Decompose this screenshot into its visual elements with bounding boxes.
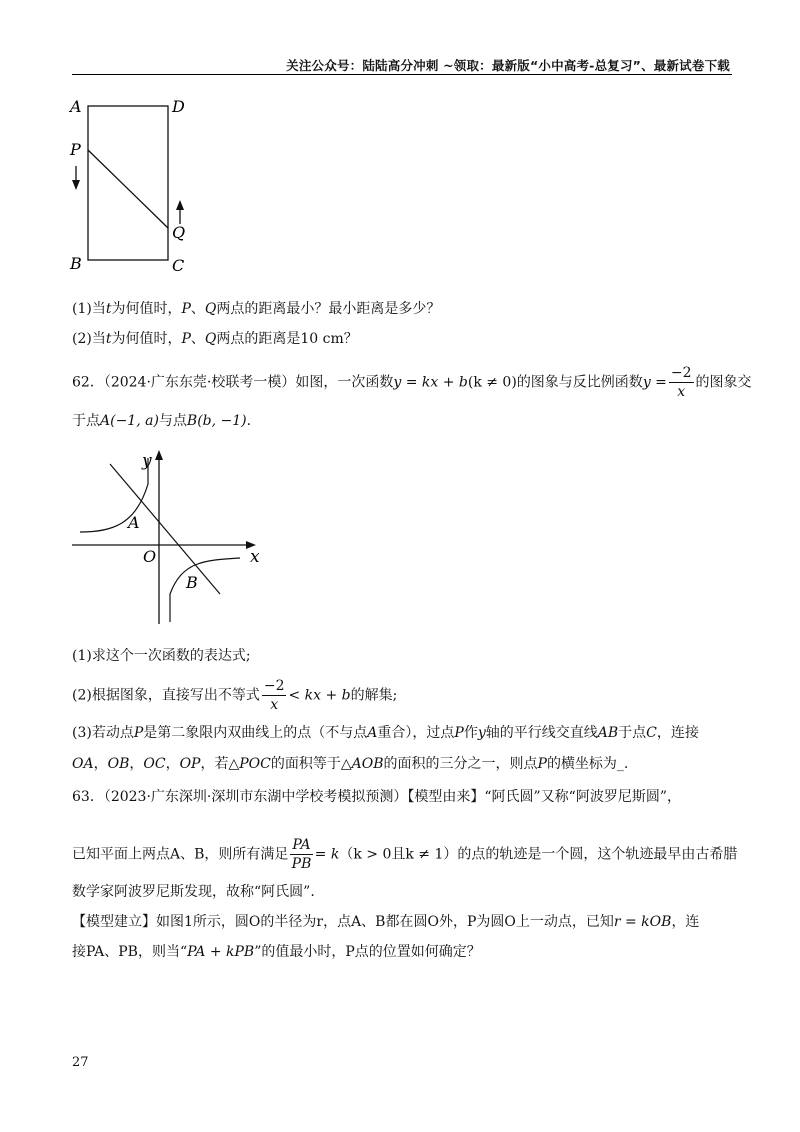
page-number: 27	[72, 1055, 89, 1070]
label-a: A	[128, 513, 140, 532]
label-b: B	[70, 254, 82, 273]
label-c: C	[172, 256, 185, 275]
rectangle-abcd	[88, 106, 168, 260]
label-a: A	[70, 97, 82, 116]
label-d: D	[172, 97, 185, 116]
arrow-up-head	[176, 200, 184, 210]
label-y: y	[142, 451, 152, 471]
q62-sub3-line2: OA，OB，OC，OP，若△POC的面积等于△AOB的面积的三分之一，则点P的横坐标为_.	[72, 756, 629, 772]
rectangle-figure	[60, 92, 200, 277]
y-axis-arrow-icon	[155, 450, 163, 460]
q62-sub3-line1: (3)若动点P是第二象限内双曲线上的点（不与点A重合），过点P作y轴的平行线交直线AB于点C，连接	[72, 725, 699, 741]
label-x: x	[250, 547, 260, 567]
fraction: $\frac{-2}{x}$	[263, 678, 285, 713]
fraction: $\frac{-2}{x}$	[670, 365, 692, 400]
q61-sub2: (2)当t为何值时，P、Q两点的距离是10 cm？	[72, 331, 358, 347]
q62-sub2: (2)根据图象，直接写出不等式 $\frac{-2}{x}$ < kx + b的解集;	[72, 678, 398, 713]
q62-sub1: (1)求这个一次函数的表达式;	[72, 648, 251, 664]
fraction: $\frac{PA}{PB}$	[291, 837, 312, 872]
label-o: O	[143, 547, 157, 566]
q63-line5: 接PA、PB，则当“PA + kPB”的值最小时，P点的位置如何确定？	[72, 944, 481, 960]
page-header: 关注公众号：陆陆高分冲刺 ~领取：最新版“小中高考-总复习”、最新试卷下载	[286, 58, 730, 73]
header-rule	[72, 74, 732, 75]
arrow-down-head	[72, 180, 80, 190]
q63-line4: 【模型建立】如图1所示，圆O的半径为r，点A、B都在圆O外，P为圆O上一动点，已知r = kOB，连	[72, 914, 700, 930]
function-graph	[68, 444, 278, 629]
label-p: P	[70, 140, 81, 159]
segment-pq	[88, 150, 168, 228]
label-q: Q	[172, 223, 186, 242]
q62-intro: 62．（2024·广东东莞·校联考一模）如图，一次函数y = kx + b(k ≠ 0)的图象与反比例函数y = $\frac{-2}{x}$ 的图象交	[72, 365, 752, 400]
q63-line1: 63．（2023·广东深圳·深圳市东湖中学校考模拟预测）【模型由来】“阿氏圆”又称“阿波罗尼斯圆”，	[72, 789, 681, 805]
hyperbola-branch-q4	[170, 558, 240, 622]
q62-intro-line2: 于点A(−1, a)与点B(b, −1).	[72, 413, 252, 429]
label-b: B	[186, 573, 198, 592]
q63-line2: 已知平面上两点A、B，则所有满足 $\frac{PA}{PB}$ = k（k > 0且k ≠ 1）的点的轨迹是一个圆，这个轨迹最早由古希腊	[72, 837, 738, 872]
q63-line3: 数学家阿波罗尼斯发现，故称“阿氏圆”.	[72, 884, 315, 900]
linear-function-line	[110, 464, 220, 594]
q61-sub1: (1)当t为何值时，P、Q两点的距离最小？最小距离是多少？	[72, 301, 441, 317]
